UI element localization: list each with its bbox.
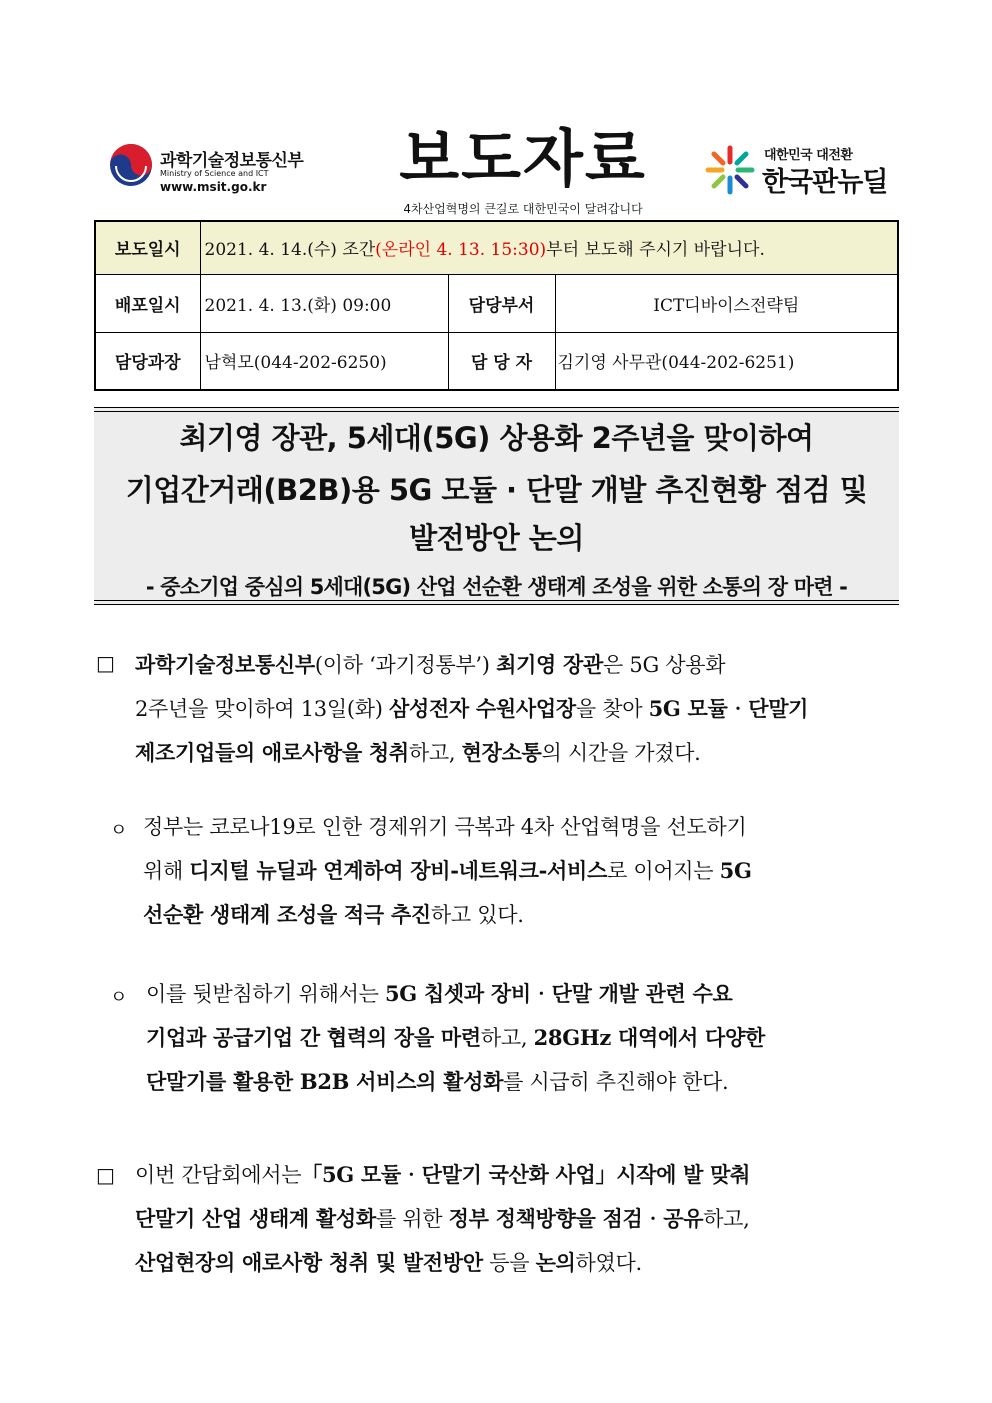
ministry-logo-block: [108, 140, 338, 200]
new-deal-name: 한국판뉴딜: [762, 167, 888, 198]
manager-label: 담당과장: [95, 332, 200, 390]
distribution-date-value: 2021. 4. 13.(화) 09:00: [200, 274, 448, 332]
ministry-name: 과학기술정보통신부: [160, 151, 304, 171]
contact-person-value: 김기영 사무관(044-202-6251): [555, 332, 898, 390]
square-bullet: □: [96, 651, 115, 675]
circle-bullet: ㅇ: [110, 820, 128, 841]
headline-line-1: 최기영 장관, 5세대(5G) 상용화 2주년을 맞이하여: [179, 421, 814, 455]
manager-value: 남혁모(044-202-6250): [200, 332, 448, 390]
slogan: 4차산업혁명의 큰길로 대한민국이 달려갑니다: [403, 202, 643, 216]
contact-person-label: 담 당 자: [448, 332, 555, 390]
square-bullet: □: [96, 1163, 115, 1187]
distribution-date-label: 배포일시: [95, 274, 200, 332]
department-value: ICT디바이스전략팀: [555, 274, 898, 332]
paragraph-4: 이번 간담회에서는「5G 모듈‧단말기 국산화 사업」시작에 발 맞춰 단말기 산업 생태계 활성화를 위한 정부 정책방향을 점검‧공유하고, 산업현장의 애로사항 청취 및 발전방안 등을 논의하였다.: [135, 1162, 751, 1275]
department-label: 담당부서: [448, 274, 555, 332]
headline-subtitle: - 중소기업 중심의 5세대(5G) 산업 선순환 생태계 조성을 위한 소통의 장 마련 -: [145, 575, 848, 599]
paragraph-2: 정부는 코로나19로 인한 경제위기 극복과 4차 산업혁명을 선도하기 위해 디지털 뉴딜과 연계하여 장비-네트워크-서비스로 이어지는 5G 선순환 생태계 조성을 적극 추진하고 있다.: [143, 815, 752, 927]
online-release-time: (온라인 4. 13. 15:30): [375, 240, 547, 261]
paragraph-3: 이를 뒷받침하기 위해서는 5G 칩셋과 장비‧단말 개발 관련 수요 기업과 공급기업 간 협력의 장을 마련하고, 28GHz 대역에서 다양한 단말기를 활용한 B2B 서비스의 활성화를 시급히 추진해야 한다.: [146, 981, 765, 1094]
ministry-english-name: Ministry of Science and ICT: [160, 169, 269, 178]
circle-bullet: ㅇ: [110, 987, 128, 1008]
new-deal-tagline: 대한민국 대전환: [764, 148, 853, 163]
new-deal-burst-icon: [704, 144, 756, 196]
paragraph-1: 과학기술정보통신부(이하 ‘과기정통부’) 최기영 장관은 5G 상용화 2주년을 맞이하여 13일(화) 삼성전자 수원사업장을 찾아 5G 모듈‧단말기 제조기업들의 애로사항을 청취하고, 현장소통의 시간을 가졌다.: [135, 652, 809, 765]
release-date-label: 보도일시: [95, 221, 200, 274]
headline-line-2: 기업간거래(B2B)용 5G 모듈 · 단말 개발 추진현황 점검 및: [125, 473, 868, 507]
release-info-table: [94, 220, 899, 391]
press-release-title: 보도자료: [399, 122, 647, 195]
ministry-url: www.msit.go.kr: [160, 180, 267, 194]
headline-box: [94, 407, 899, 605]
headline-line-3: 발전방안 논의: [409, 521, 584, 555]
new-deal-logo-block: [704, 140, 904, 200]
taegeuk-emblem-icon: [108, 142, 154, 188]
release-date-value: 2021. 4. 14.(수) 조간(온라인 4. 13. 15:30)부터 보도해 주시기 바랍니다.: [200, 221, 898, 274]
